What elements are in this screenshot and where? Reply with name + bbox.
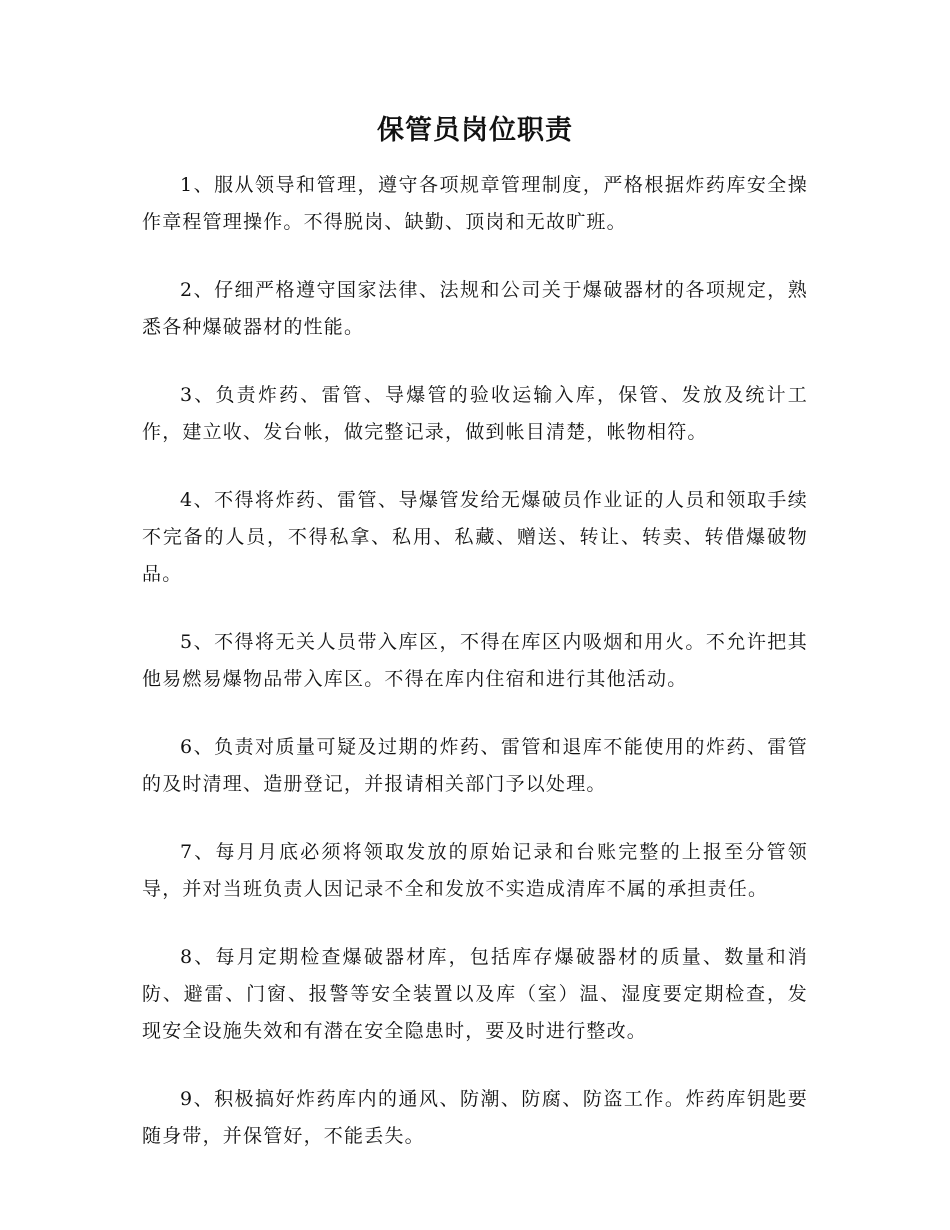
paragraph-8: 8、每月定期检查爆破器材库，包括库存爆破器材的质量、数量和消防、避雷、门窗、报警等安全装置以及库（室）温、湿度要定期检查，发现安全设施失效和有潜在安全隐患时，要及时进行整改。 [142, 946, 808, 1042]
paragraph-1: 1、服从领导和管理，遵守各项规章管理制度，严格根据炸药库安全操作章程管理操作。不得脱岗、缺勤、顶岗和无故旷班。 [142, 174, 808, 233]
document-body [142, 167, 808, 1186]
paragraph-6: 6、负责对质量可疑及过期的炸药、雷管和退库不能使用的炸药、雷管的及时清理、造册登记，并报请相关部门予以处理。 [142, 736, 808, 795]
paragraph-5: 5、不得将无关人员带入库区，不得在库区内吸烟和用火。不允许把其他易燃易爆物品带入库区。不得在库内住宿和进行其他活动。 [142, 631, 808, 690]
page-title: 保管员岗位职责 [377, 115, 573, 146]
paragraph-7: 7、每月月底必须将领取发放的原始记录和台账完整的上报至分管领导，并对当班负责人因记录不全和发放不实造成清库不属的承担责任。 [142, 841, 808, 900]
paragraph-3: 3、负责炸药、雷管、导爆管的验收运输入库，保管、发放及统计工作，建立收、发台帐，做完整记录，做到帐目清楚，帐物相符。 [142, 384, 808, 443]
paragraph-2: 2、仔细严格遵守国家法律、法规和公司关于爆破器材的各项规定，熟悉各种爆破器材的性能。 [142, 279, 808, 338]
paragraph-4: 4、不得将炸药、雷管、导爆管发给无爆破员作业证的人员和领取手续不完备的人员，不得私拿、私用、私藏、赠送、转让、转卖、转借爆破物品。 [142, 489, 808, 585]
paragraph-9: 9、积极搞好炸药库内的通风、防潮、防腐、防盗工作。炸药库钥匙要随身带，并保管好，不能丢失。 [142, 1088, 808, 1147]
